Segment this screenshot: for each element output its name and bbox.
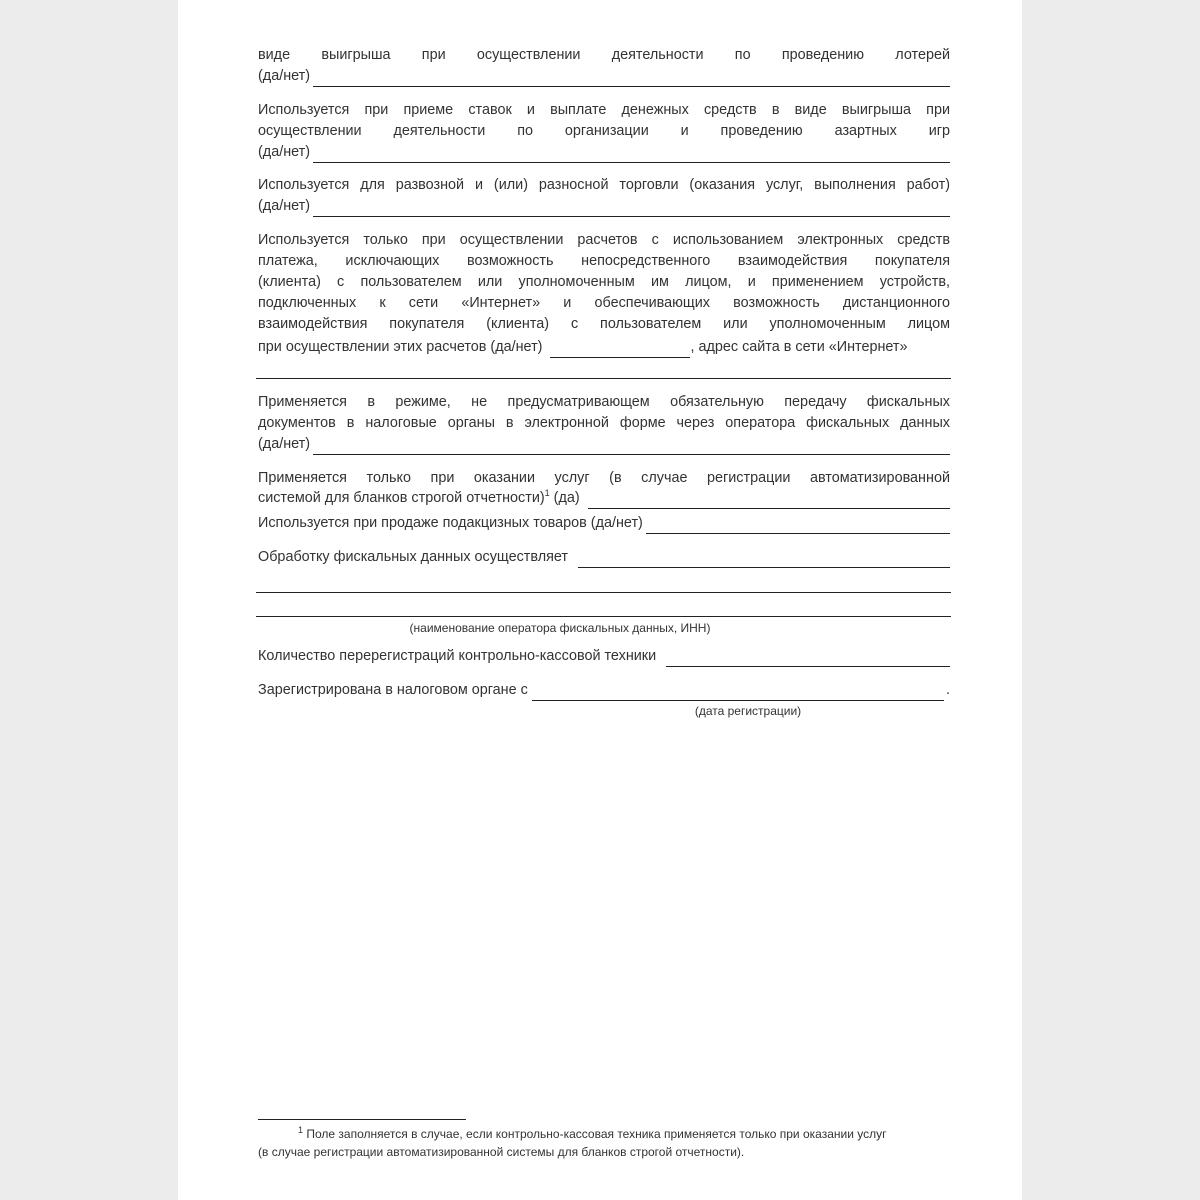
services-input-line[interactable] xyxy=(588,494,950,509)
offline-input-line[interactable] xyxy=(313,440,950,455)
delivery-field xyxy=(258,196,950,217)
lottery-label: (да/нет) xyxy=(258,68,311,84)
registered-date-input-line[interactable] xyxy=(532,686,944,701)
services-text-1: Применяется только при оказании услуг (в случае регистрации автоматизированной xyxy=(258,470,950,486)
gambling-text-1: Используется при приеме ставок и выплате денежных средств в виде выигрыша при xyxy=(258,102,950,118)
internet-yesno-input-line[interactable] xyxy=(550,343,690,358)
services-field xyxy=(258,488,950,509)
internet-text-1: Используется только при осуществлении расчетов с использованием электронных средств xyxy=(258,232,950,248)
gambling-text-2: осуществлении деятельности по организации и проведению азартных игр xyxy=(258,123,950,139)
internet-field xyxy=(258,337,950,358)
delivery-text: Используется для развозной и (или) разносной торговли (оказания услуг, выполнения работ) xyxy=(258,177,950,193)
internet-label: при осуществлении этих расчетов (да/нет) xyxy=(258,339,543,355)
ofd-input-line-3[interactable] xyxy=(256,616,951,617)
internet-text-2: платежа, исключающих возможность непосредственного взаимодействия покупателя xyxy=(258,253,950,269)
gambling-label: (да/нет) xyxy=(258,144,311,160)
delivery-label: (да/нет) xyxy=(258,198,311,214)
offline-text-1: Применяется в режиме, не предусматривающем обязательную передачу фискальных xyxy=(258,394,950,410)
lottery-input-line[interactable] xyxy=(313,72,950,87)
registered-label: Зарегистрирована в налоговом органе с xyxy=(258,682,528,698)
rereg-field xyxy=(258,646,950,667)
lottery-text: виде выигрыша при осуществлении деятельности по проведению лотерей xyxy=(258,47,950,63)
registered-caption: (дата регистрации) xyxy=(694,704,802,718)
ofd-field xyxy=(258,547,950,568)
gambling-field xyxy=(258,142,950,163)
excise-field xyxy=(258,513,950,534)
offline-field xyxy=(258,434,950,455)
ofd-input-line-2[interactable] xyxy=(256,592,951,593)
gambling-input-line[interactable] xyxy=(313,148,950,163)
delivery-input-line[interactable] xyxy=(313,202,950,217)
registered-dot: . xyxy=(946,682,950,698)
footnote-text-2: (в случае регистрации автоматизированной системы для бланков строгой отчетности). xyxy=(258,1145,745,1159)
ofd-caption: (наименование оператора фискальных данных, ИНН) xyxy=(409,621,711,635)
rereg-input-line[interactable] xyxy=(666,652,950,667)
excise-label: Используется при продаже подакцизных товаров (да/нет) xyxy=(258,515,643,531)
footnote-mark: 1 xyxy=(298,1125,304,1135)
ofd-input-line[interactable] xyxy=(578,553,950,568)
lottery-field xyxy=(258,66,950,87)
ofd-label: Обработку фискальных данных осуществляет xyxy=(258,549,568,565)
offline-text-2: документов в налоговые органы в электронной форме через оператора фискальных данных xyxy=(258,415,950,431)
rereg-label: Количество перерегистраций контрольно-кассовой техники xyxy=(258,648,657,664)
internet-text-4: подключенных к сети «Интернет» и обеспечивающих возможность дистанционного xyxy=(258,295,950,311)
offline-label: (да/нет) xyxy=(258,436,311,452)
internet-site-label: , адрес сайта в сети «Интернет» xyxy=(690,339,908,355)
registered-field xyxy=(258,680,950,701)
services-label: системой для бланков строгой отчетности)$^1$ (да) xyxy=(258,488,580,506)
internet-text-5: взаимодействия покупателя (клиента) с пользователем или уполномоченным лицом xyxy=(258,316,950,332)
excise-input-line[interactable] xyxy=(646,519,950,534)
internet-text-3: (клиента) с пользователем или уполномоченным им лицом, и применением устройств, xyxy=(258,274,950,290)
footnote-separator xyxy=(258,1119,466,1120)
internet-site-input-line[interactable] xyxy=(256,378,951,379)
footnote-text-1: $^1$ Поле заполняется в случае, если контрольно-кассовая техника применяется только при оказании услуг xyxy=(298,1125,887,1141)
footnote-ref: 1 xyxy=(544,488,550,499)
